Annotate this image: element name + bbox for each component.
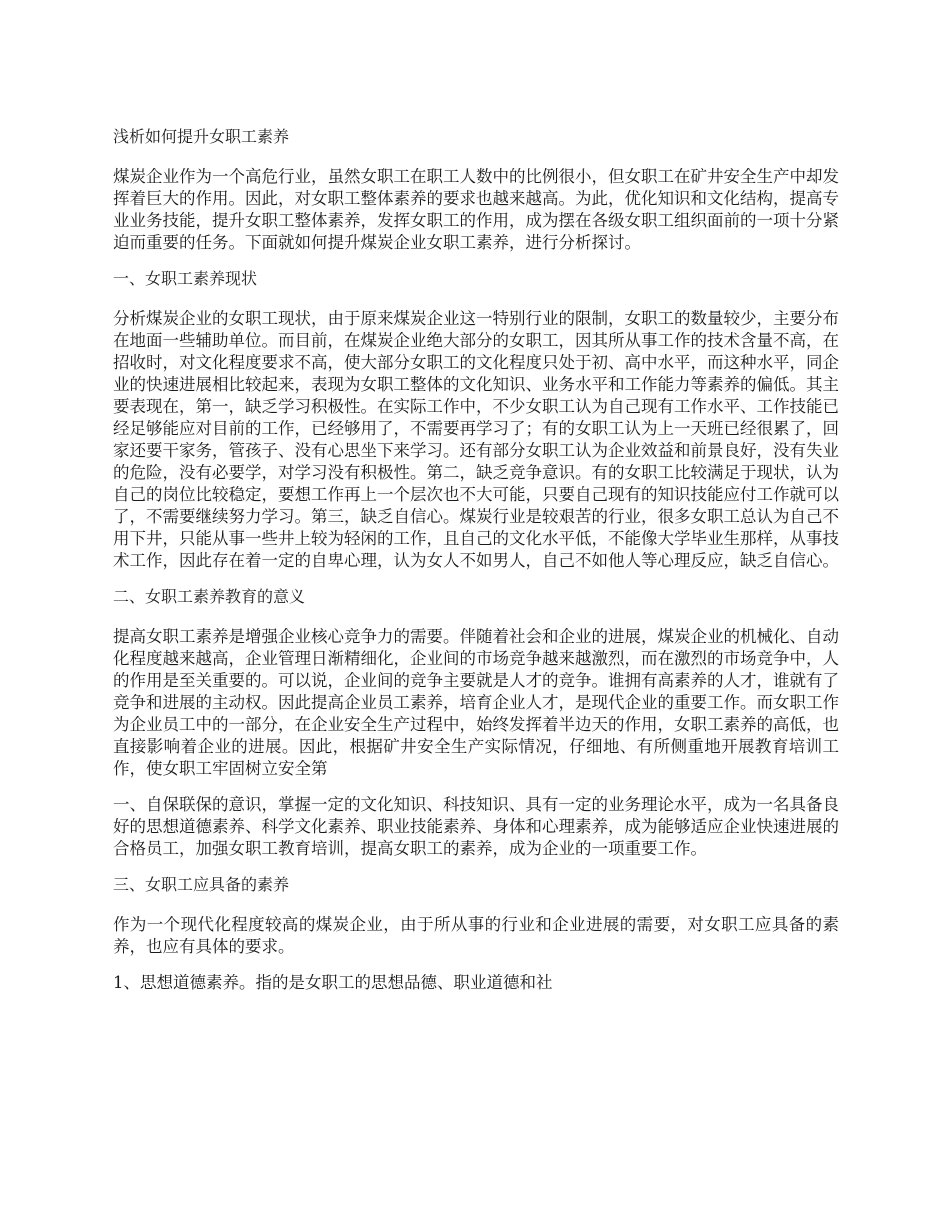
section-2-paragraph: 提高女职工素养是增强企业核心竞争力的需要。伴随着社会和企业的进展，煤炭企业的机械化、自动化程度越来越高，企业管理日渐精细化，企业间的市场竞争越来越激烈，而在激烈的市场竞争中，人的作用是至关重要的。可以说，企业间的竞争主要就是人才的竞争。谁拥有高素养的人才，谁就有了竞争和进展的主动权。因此提高企业员工素养，培育企业人才，是现代企业的重要工作。而女职工作为企业员工中的一部分，在企业安全生产过程中，始终发挥着半边天的作用，女职工素养的高低，也直接影响着企业的进展。因此，根据矿井安全生产实际情况，仔细地、有所侧重地开展教育培训工作，使女职工牢固树立安全第 [113,627,839,778]
section-3-paragraph: 作为一个现代化程度较高的煤炭企业，由于所从事的行业和企业进展的需要，对女职工应具备的素养，也应有具体的要求。 [113,915,839,956]
list-item-1: 1、思想道德素养。指的是女职工的思想品德、职业道德和社 [113,973,553,992]
section-2-continuation: 一、自保联保的意识，掌握一定的文化知识、科技知识、具有一定的业务理论水平，成为一名具备良好的思想道德素养、科学文化素养、职业技能素养、身体和心理素养，成为能够适应企业快速进展的合格员工，加强女职工教育培训，提高女职工的素养，成为企业的一项重要工作。 [113,795,839,858]
intro-paragraph: 煤炭企业作为一个高危行业，虽然女职工在职工人数中的比例很小，但女职工在矿井安全生产中却发挥着巨大的作用。因此，对女职工整体素养的要求也越来越高。为此，优化知识和文化结构，提高专业业务技能，提升女职工整体素养，发挥女职工的作用，成为摆在各级女职工组织面前的一项十分紧迫而重要的任务。下面就如何提升煤炭企业女职工素养，进行分析探讨。 [113,167,839,252]
document-page [113,126,839,1008]
document-title: 浅析如何提升女职工素养 [113,127,290,146]
section-3-heading: 三、女职工应具备的素养 [113,875,290,894]
section-2-heading: 二、女职工素养教育的意义 [113,587,306,606]
section-1-paragraph: 分析煤炭企业的女职工现状，由于原来煤炭企业这一特别行业的限制，女职工的数量较少，主要分布在地面一些辅助单位。而目前，在煤炭企业绝大部分的女职工，因其所从事工作的技术含量不高，在招收时，对文化程度要求不高，使大部分女职工的文化程度只处于初、高中水平，而这种水平，同企业的快速进展相比较起来，表现为女职工整体的文化知识、业务水平和工作能力等素养的偏低。其主要表现在，第一，缺乏学习积极性。在实际工作中，不少女职工认为自己现有工作水平、工作技能已经足够能应对目前的工作，已经够用了，不需要再学习了；有的女职工认为上一天班已经很累了，回家还要干家务，管孩子、没有心思坐下来学习。还有部分女职工认为企业效益和前景良好，没有失业的危险，没有必要学，对学习没有积极性。第二，缺乏竞争意识。有的女职工比较满足于现状，认为自己的岗位比较稳定，要想工作再上一个层次也不大可能，只要自己现有的知识技能应付工作就可以了，不需要继续努力学习。第三，缺乏自信心。煤炭行业是较艰苦的行业，很多女职工总认为自己不用下井，只能从事一些井上较为轻闲的工作，且自己的文化水平低，不能像大学毕业生那样，从事技术工作，因此存在着一定的自卑心理，认为女人不如男人，自己不如他人等心理反应，缺乏自信心。 [113,309,839,570]
section-1-heading: 一、女职工素养现状 [113,269,258,288]
